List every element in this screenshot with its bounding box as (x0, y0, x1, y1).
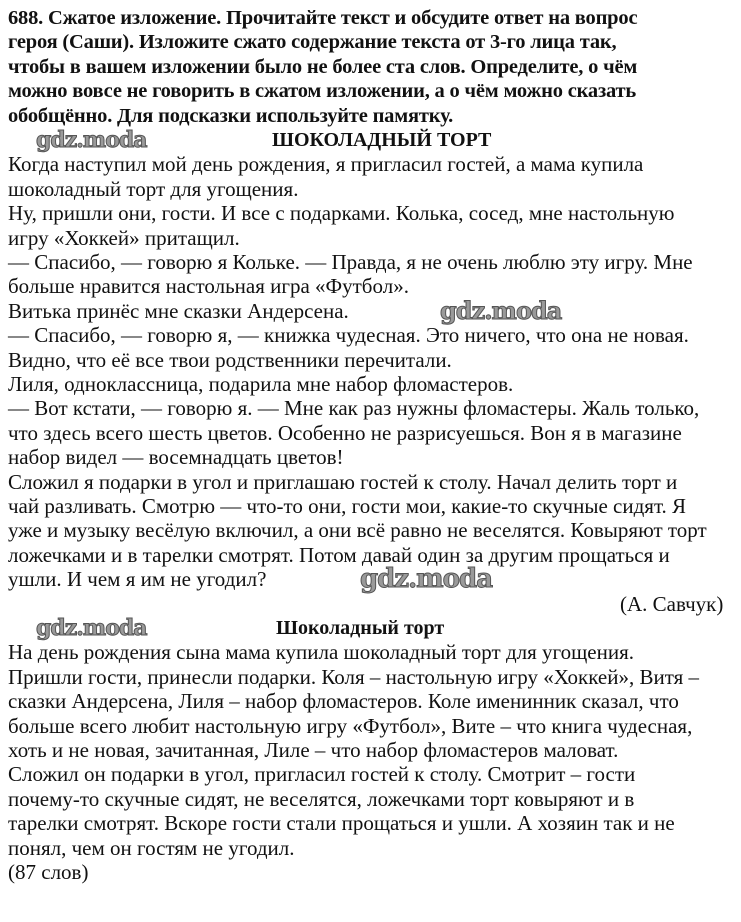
watermark: gdz.moda (36, 127, 147, 153)
watermark: gdz.moda (440, 295, 562, 325)
story-line: Когда наступил мой день рождения, я пригласил гостей, а мама купила (8, 152, 644, 177)
task-line: героя (Саши). Изложите сжато содержание текста от 3-го лица так, (8, 31, 617, 54)
story-line: уже и музыку весёлую включил, а они всё равно не веселятся. Ковыряют торт (8, 518, 707, 543)
story-line: Видно, что её все твои родственники перечитали. (8, 347, 452, 372)
story-author: (А. Савчук) (620, 591, 724, 616)
story-line: ушли. И чем я им не угодил? (8, 567, 267, 592)
summary-line: понял, чем он гостям не угодил. (8, 835, 295, 860)
story-title: ШОКОЛАДНЫЙ ТОРТ (272, 129, 492, 151)
summary-line: Сложил он подарки в угол, пригласил гостей к столу. Смотрит – гости (8, 762, 636, 787)
story-line: — Спасибо, — говорю я Кольке. — Правда, я не очень люблю эту игру. Мне (8, 250, 693, 274)
summary-line: больше всего любит настольную игру «Футбол», Вите – что книга чудесная, (8, 713, 693, 738)
summary-line: Пришли гости, принесли подарки. Коля – настольную игру «Хоккей», Витя – (8, 664, 700, 689)
watermark: gdz.moda (36, 615, 147, 641)
summary-line: сказки Андерсена, Лиля – набор фломастеров. Коле именинник сказал, что (8, 689, 679, 714)
story-line: шоколадный торт для угощения. (8, 176, 299, 201)
task-line: обобщённо. Для подсказки используйте памятку. (8, 104, 453, 127)
summary-line: почему-то скучные сидят, не веселятся, ложечками торт ковыряют и в (8, 786, 635, 811)
summary-line: тарелки смотрят. Вскоре гости стали прощаться и ушли. А хозяин так и не (8, 811, 675, 836)
task-line: 688. Сжатое изложение. Прочитайте текст и обсудите ответ на вопрос (8, 7, 638, 29)
story-line: — Спасибо, — говорю я, — книжка чудесная. Это ничего, что она не новая. (8, 323, 689, 348)
summary-title: Шоколадный торт (276, 617, 445, 639)
story-line: ложечками и в тарелки смотрят. Потом давай один за другим прощаться и (8, 542, 670, 567)
story-line: Лиля, одноклассница, подарила мне набор фломастеров. (8, 372, 514, 396)
summary-line: хоть и не новая, зачитанная, Лиле – что набор фломастеров маловат. (8, 738, 619, 762)
word-count: (87 слов) (8, 860, 89, 884)
story-line: игру «Хоккей» притащил. (8, 225, 240, 250)
story-line: Сложил я подарки в угол и приглашаю гостей к столу. Начал делить торт и (8, 469, 678, 494)
task-line: можно вовсе не говорить в сжатом изложении, а о чём можно сказать (8, 80, 637, 103)
watermark: gdz.moda (360, 564, 493, 595)
story-line: — Вот кстати, — говорю я. — Мне как раз нужны фломастеры. Жаль только, (8, 396, 700, 421)
summary-line: На день рождения сына мама купила шоколадный торт для угощения. (8, 640, 634, 665)
story-line: Ну, пришли они, гости. И все с подарками. Колька, сосед, мне настольную (8, 201, 675, 226)
story-line: больше нравится настольная игра «Футбол». (8, 274, 409, 299)
task-line: чтобы в вашем изложении было не более ста слов. Определите, о чём (8, 55, 638, 78)
story-line: чай разливать. Смотрю — что-то они, гости мои, какие-то скучные сидят. Я (8, 494, 687, 518)
story-line: что здесь всего шесть цветов. Особенно не разрисуешься. Вон я в магазине (8, 420, 682, 445)
story-line: Витька принёс мне сказки Андерсена. (8, 298, 349, 323)
story-line: набор видел — восемнадцать цветов! (8, 445, 344, 470)
